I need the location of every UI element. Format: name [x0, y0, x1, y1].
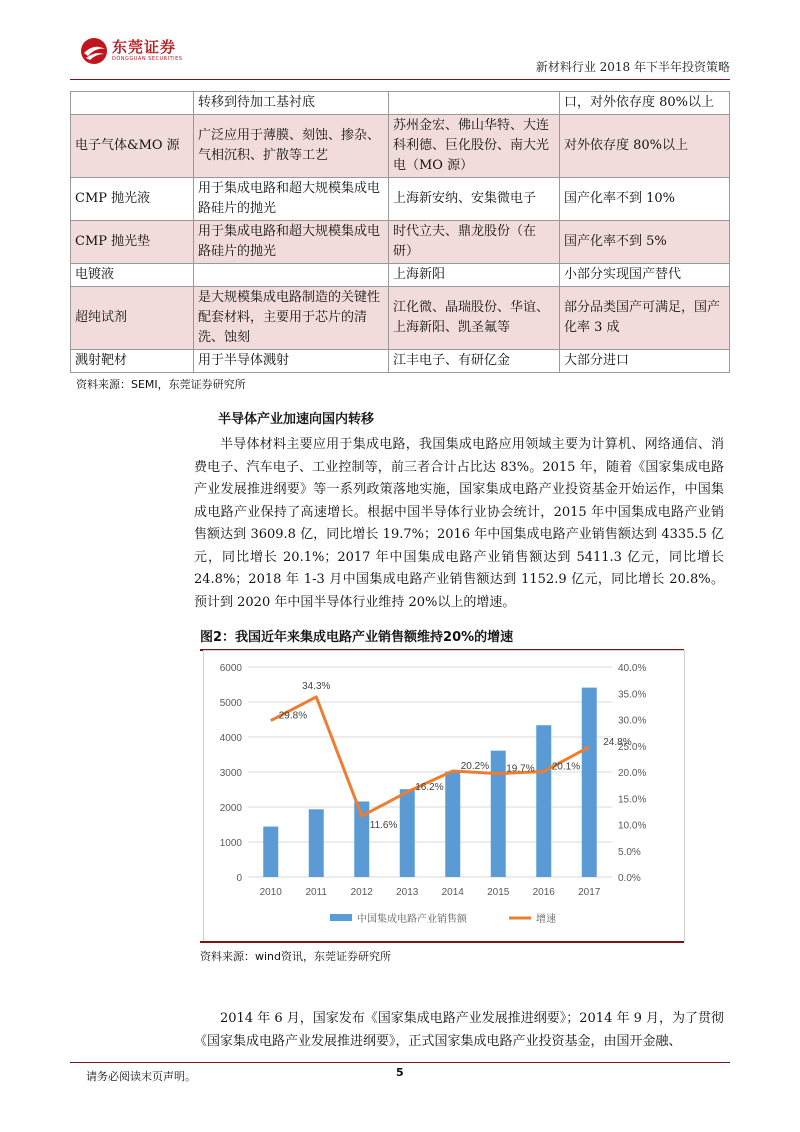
disclaimer-note: 请务必阅读末页声明。	[86, 1070, 196, 1083]
table-row	[71, 287, 730, 350]
growth-data-label: 19.7%	[506, 763, 535, 775]
figure-title: 图2：我国近年来集成电路产业销售额维持20%的增速	[200, 626, 684, 651]
localization-status-cell: 对外依存度 80%以上	[560, 115, 730, 178]
bar	[445, 771, 460, 877]
usage-cell: 用于集成电路和超大规模集成电路硅片的抛光	[194, 178, 389, 221]
usage-cell	[194, 264, 389, 287]
left-axis-tick-label: 1000	[219, 838, 242, 849]
right-axis-tick-label: 25.0%	[618, 741, 647, 753]
right-axis-tick-label: 20.0%	[618, 768, 647, 779]
material-name-cell: 溅射靶材	[71, 350, 194, 373]
right-axis-tick-label: 0.0%	[618, 873, 641, 884]
paragraph-text: 半导体材料主要应用于集成电路，我国集成电路应用领域主要为计算机、网络通信、消费电子、汽车电子、工业控制等，前三者合计占比达 83%。2015 年，随着《国家集成电路产业发展推进纲要》等一系列政策落地实施，国家集成电路产业投资基金开始运作，中国集成电路产业保持了高速增长。根据中国半导体行业协会统计，2015 年中国集成电路产业销售额达到 3609.8 亿，同比增长 19.7%；2016 年中国集成电路产业销售额达到 4335.5 亿元，同比增长 20.1%；2017 年中国集成电路产业销售额达到 5411.3 亿元，同比增长 24.8%；2018 年 1-3 月中国集成电路产业销售额达到 1152.9 亿元，同比增长 20.8%。预计到 2020 年中国半导体行业维持 20%以上的增速。	[194, 437, 724, 610]
legend-label-sales: 中国集成电路产业销售额	[357, 914, 467, 925]
material-name-cell: 电镀液	[71, 264, 194, 287]
material-name-cell: CMP 抛光液	[71, 178, 194, 221]
x-axis-tick-label: 2016	[532, 887, 555, 898]
companies-cell: 上海新阳	[389, 264, 560, 287]
table-source-note: 资料来源：SEMI，东莞证券研究所	[76, 378, 246, 391]
sales-growth-chart	[203, 650, 685, 942]
companies-cell: 江丰电子、有研亿金	[389, 350, 560, 373]
figure-source-note: 资料来源：wind资讯，东莞证券研究所	[200, 941, 684, 964]
usage-cell: 是大规模集成电路制造的关键性配套材料，主要用于芯片的清洗、蚀刻	[194, 287, 389, 350]
growth-data-label: 16.2%	[415, 781, 444, 793]
logo-english-name: DONGGUAN SECURITIES	[112, 56, 183, 62]
localization-status-cell: 部分品类国产可满足，国产化率 3 成	[560, 287, 730, 350]
table-row	[71, 264, 730, 287]
materials-table	[70, 91, 730, 373]
body-paragraph-1	[194, 434, 724, 614]
bar	[582, 688, 597, 877]
bar	[263, 827, 278, 877]
x-axis-tick-label: 2013	[396, 887, 419, 898]
bar	[536, 725, 551, 877]
legend-swatch-sales	[330, 914, 352, 921]
companies-cell: 苏州金宏、佛山华特、大连科利德、巨化股份、南大光电（MO 源）	[389, 115, 560, 178]
material-name-cell	[71, 92, 194, 115]
company-logo	[80, 36, 182, 66]
usage-cell: 用于集成电路和超大规模集成电路硅片的抛光	[194, 221, 389, 264]
usage-cell: 广泛应用于薄膜、刻蚀、掺杂、气相沉积、扩散等工艺	[194, 115, 389, 178]
right-axis-tick-label: 15.0%	[618, 794, 647, 806]
left-axis-tick-label: 6000	[219, 663, 242, 674]
left-axis-tick-label: 0	[236, 873, 242, 884]
body-paragraph-2	[194, 1008, 724, 1053]
x-axis-tick-label: 2014	[441, 887, 464, 898]
section-heading: 半导体产业加速向国内转移	[218, 412, 375, 427]
growth-data-label: 34.3%	[302, 680, 331, 692]
right-axis-tick-label: 10.0%	[618, 820, 647, 832]
page-number: 5	[396, 1066, 404, 1079]
left-axis-tick-label: 5000	[219, 698, 242, 709]
table-row	[71, 115, 730, 178]
material-name-cell: 超纯试剂	[71, 287, 194, 350]
x-axis-tick-label: 2015	[487, 887, 510, 898]
left-axis-tick-label: 3000	[219, 768, 242, 779]
companies-cell: 时代立夫、鼎龙股份（在研）	[389, 221, 560, 264]
table-row	[71, 221, 730, 264]
material-name-cell: 电子气体&MO 源	[71, 115, 194, 178]
bar	[491, 751, 506, 877]
companies-cell: 江化微、晶瑞股份、华谊、上海新阳、凯圣氟等	[389, 287, 560, 350]
table-row	[71, 350, 730, 373]
localization-status-cell: 国产化率不到 10%	[560, 178, 730, 221]
growth-data-label: 24.8%	[603, 736, 632, 748]
x-axis-tick-label: 2012	[350, 887, 373, 898]
right-axis-tick-label: 30.0%	[618, 715, 647, 727]
report-title: 新材料行业 2018 年下半年投资策略	[535, 60, 730, 74]
footer-divider	[70, 1062, 730, 1063]
growth-data-label: 11.6%	[369, 820, 398, 832]
right-axis-tick-label: 5.0%	[618, 846, 641, 858]
x-axis-tick-label: 2017	[578, 887, 601, 898]
chart-svg	[204, 651, 684, 941]
usage-cell: 用于半导体溅射	[194, 350, 389, 373]
bar	[400, 789, 415, 877]
localization-status-cell: 小部分实现国产替代	[560, 264, 730, 287]
growth-data-label: 29.8%	[278, 710, 308, 722]
x-axis-tick-label: 2011	[305, 887, 328, 898]
logo-emblem-icon	[80, 37, 108, 65]
growth-data-label: 20.2%	[460, 760, 490, 772]
header-divider	[70, 79, 730, 80]
left-axis-tick-label: 4000	[219, 733, 242, 744]
table-row	[71, 178, 730, 221]
paragraph-text: 2014 年 6 月，国家发布《国家集成电路产业发展推进纲要》；2014 年 9 月，为了贯彻《国家集成电路产业发展推进纲要》，正式国家集成电路产业投资基金，由国开金融、	[194, 1011, 725, 1049]
table-row	[71, 92, 730, 115]
left-axis-tick-label: 2000	[219, 803, 242, 814]
companies-cell: 上海新安纳、安集微电子	[389, 178, 560, 221]
right-axis-tick-label: 35.0%	[618, 689, 647, 701]
growth-data-label: 20.1%	[551, 761, 581, 773]
companies-cell	[389, 92, 560, 115]
usage-cell: 转移到待加工基衬底	[194, 92, 389, 115]
legend-label-growth: 增速	[536, 914, 556, 925]
localization-status-cell: 大部分进口	[560, 350, 730, 373]
material-name-cell: CMP 抛光垫	[71, 221, 194, 264]
localization-status-cell: 国产化率不到 5%	[560, 221, 730, 264]
localization-status-cell: 口，对外依存度 80%以上	[560, 92, 730, 115]
right-axis-tick-label: 40.0%	[618, 663, 647, 674]
logo-chinese-name: 东莞证券	[112, 38, 177, 56]
x-axis-tick-label: 2010	[259, 887, 282, 898]
bar	[309, 809, 324, 877]
page-header	[70, 36, 730, 84]
